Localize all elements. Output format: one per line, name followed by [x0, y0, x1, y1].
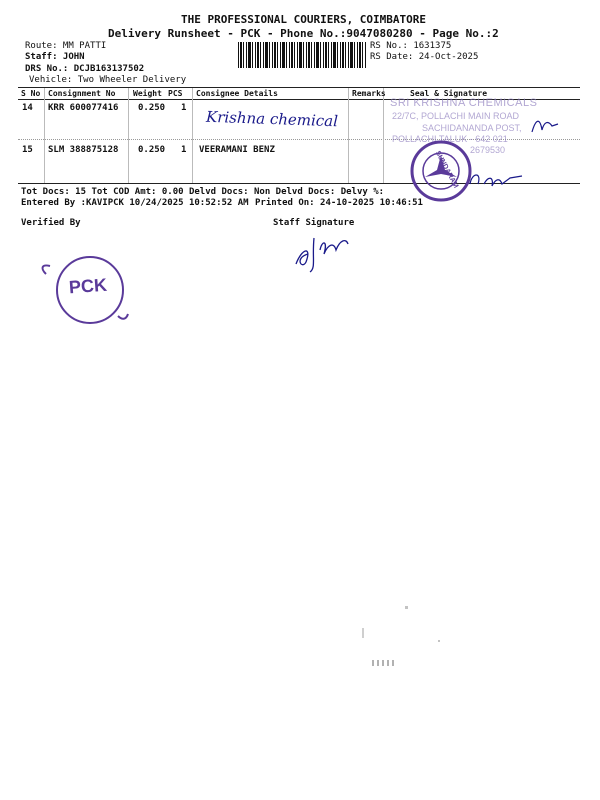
stamp-line: 22/7C, POLLACHI MAIN ROAD: [392, 111, 520, 121]
summary-totals: Tot Docs: 15 Tot COD Amt: 0.00 Delvd Docs: Non Delvd Docs: Delvy %:: [21, 187, 385, 197]
stamp-line: SRI KRISHNA CHEMICALS: [390, 97, 538, 109]
scan-speck: [362, 628, 364, 638]
col-divider: [44, 88, 45, 183]
rs-number: RS No.: 1631375: [370, 41, 452, 51]
verified-by-label: Verified By: [21, 218, 81, 228]
stamp-line: SACHIDANANDA POST,: [422, 123, 522, 133]
col-header-pcs: PCS: [168, 89, 183, 98]
table-row-sno: 14: [22, 103, 33, 113]
col-divider: [348, 88, 349, 183]
staff-signature: [288, 228, 352, 274]
scan-speck: [405, 606, 408, 609]
col-header-seal-signature: Seal & Signature: [410, 89, 488, 98]
col-header-consignment: Consignment No: [48, 89, 116, 98]
route-label: Route: MM PATTI: [25, 41, 107, 51]
col-header-sno: S No: [21, 89, 41, 98]
table-row-consignment: KRR 600077416: [48, 103, 119, 113]
scan-speck: [438, 640, 440, 642]
printed-on: Printed On: 24-10-2025 10:46:51: [255, 198, 423, 208]
pck-stamp-text: PCK: [68, 274, 108, 298]
table-row-consignment: SLM 388875128: [48, 145, 119, 155]
table-row-weight: 0.250: [138, 103, 166, 113]
round-seal-text: SUNDARAM: [433, 150, 460, 190]
table-row-pcs: 1: [181, 103, 187, 113]
company-title: THE PROFESSIONAL COURIERS, COIMBATORE: [181, 13, 427, 26]
staff-label: Staff: JOHN: [25, 52, 85, 62]
seal-signature: [528, 114, 562, 138]
col-divider: [128, 88, 129, 183]
table-row-pcs: 1: [181, 145, 187, 155]
delivery-signature: [466, 170, 526, 192]
vehicle-label: Vehicle: Two Wheeler Delivery: [29, 75, 187, 85]
table-row-consignee: VEERAMANI BENZ: [199, 145, 275, 155]
col-divider: [192, 88, 193, 183]
runsheet-subtitle: Delivery Runsheet - PCK - Phone No.:9047080280 - Page No.:2: [108, 27, 499, 40]
round-seal: [410, 140, 472, 202]
table-row-sno: 15: [22, 145, 33, 155]
stamp-line: 2679530: [470, 145, 506, 155]
stamp-line: POLLACHI TALUK - 642 021: [392, 134, 508, 144]
barcode: [238, 42, 366, 68]
drs-number: DRS No.: DCJB163137502: [25, 64, 145, 74]
col-header-consignee: Consignee Details: [196, 89, 278, 98]
col-header-remarks: Remarks: [352, 89, 386, 98]
entered-by: Entered By :KAVIPCK 10/24/2025 10:52:52 AM: [21, 198, 249, 208]
handwritten-consignee: Krishna chemical: [205, 107, 339, 131]
rs-date: RS Date: 24-Oct-2025: [370, 52, 479, 62]
scan-speck: [372, 660, 394, 666]
table-row-weight: 0.250: [138, 145, 166, 155]
col-header-weight: Weight: [133, 89, 162, 98]
staff-signature-label: Staff Signature: [273, 218, 355, 228]
